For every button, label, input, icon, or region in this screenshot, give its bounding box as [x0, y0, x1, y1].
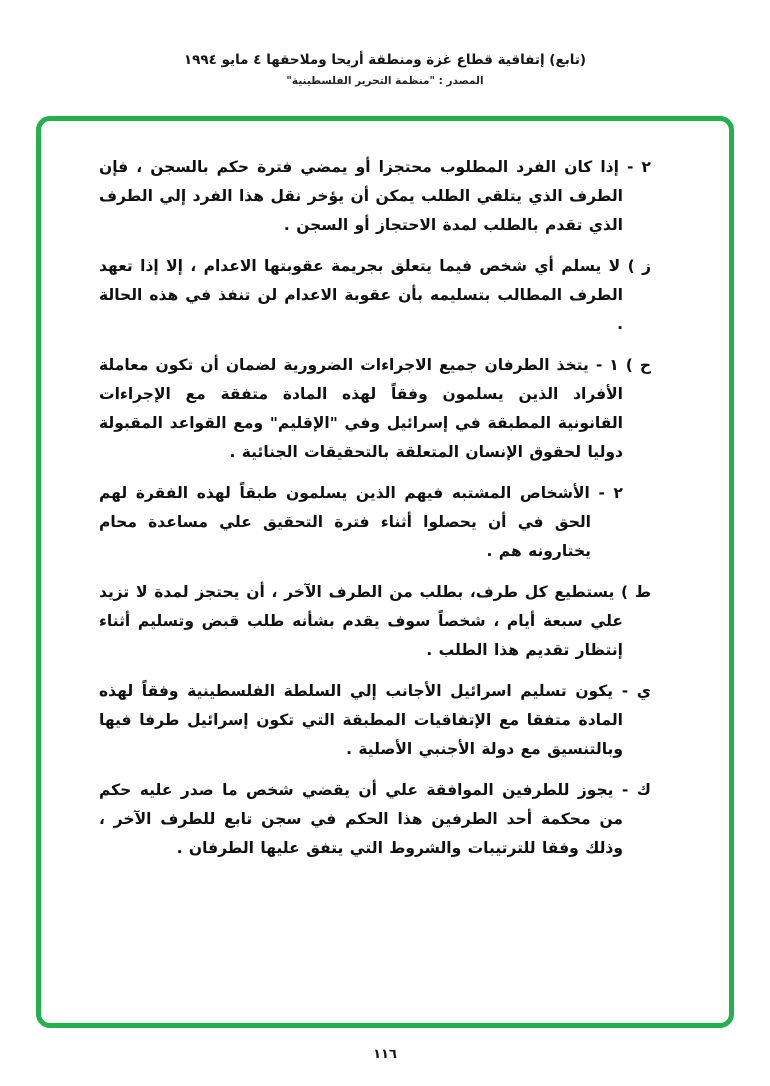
document-header: [0, 52, 770, 87]
paragraph: ح ) ١ - يتخذ الطرفان جميع الاجراءات الضرورية لضمان أن تكون معاملة الأفراد الذين يسلمون وفقاً لهذه المادة متفقة مع الإجراءات القانونية المطبقة في إسرائيل وفي "الإقليم" ومع القواعد المقبولة دوليا لحقوق الإنسان المتعلقة بالتحقيقات الجنائية .: [99, 356, 651, 461]
paragraph: ز ) لا يسلم أي شخص فيما يتعلق بجريمة عقوبتها الاعدام ، إلا إذا تعهد الطرف المطالب بتسليمه بأن عقوبة الاعدام لن تنفذ في هذه الحالة .: [99, 257, 651, 333]
document-title: (تابع) إتفاقية قطاع غزة ومنطقة أريحا وملاحقها ٤ مايو ١٩٩٤: [183, 52, 587, 68]
content-border-box: [36, 116, 734, 1028]
document-source: المصدر : "منظمة التحرير الفلسطينية": [286, 75, 484, 87]
paragraph-list: [99, 153, 651, 863]
paragraph: ك - يجوز للطرفين الموافقة علي أن يقضي شخص ما صدر عليه حكم من محكمة أحد الطرفين هذا الحكم في سجن تابع للطرف الآخر ، وذلك وفقا للترتيبات والشروط التي يتفق عليها الطرفان .: [99, 781, 651, 857]
paragraph: ط ) يستطيع كل طرف، بطلب من الطرف الآخر ، أن يحتجز لمدة لا تزيد علي سبعة أيام ، شخصاً سوف يقدم بشأنه طلب قبض وتسليم أثناء إنتظار تقديم هذا الطلب .: [99, 583, 651, 659]
paragraph: ي - يكون تسليم اسرائيل الأجانب إلي السلطة الفلسطينية وفقاً لهذه المادة متفقا مع الإتفاقيات المطبقة التي تكون إسرائيل طرفا فيها وبالتنسيق مع دولة الأجنبي الأصلية .: [99, 682, 651, 758]
page-number: ١١٦: [373, 1047, 397, 1062]
paragraph: ٢ - إذا كان الفرد المطلوب محتجزا أو يمضي فترة حكم بالسجن ، فإن الطرف الذي يتلقي الطلب يمكن أن يؤخر نقل هذا الفرد إلي الطرف الذي تقدم بالطلب لمدة الاحتجاز أو السجن .: [99, 158, 651, 234]
paragraph: ٢ - الأشخاص المشتبه فيهم الذين يسلمون طبقاً لهذه الفقرة لهم الحق في أن يحصلوا أثناء فترة التحقيق علي مساعدة محام يختارونه هم .: [99, 484, 623, 560]
